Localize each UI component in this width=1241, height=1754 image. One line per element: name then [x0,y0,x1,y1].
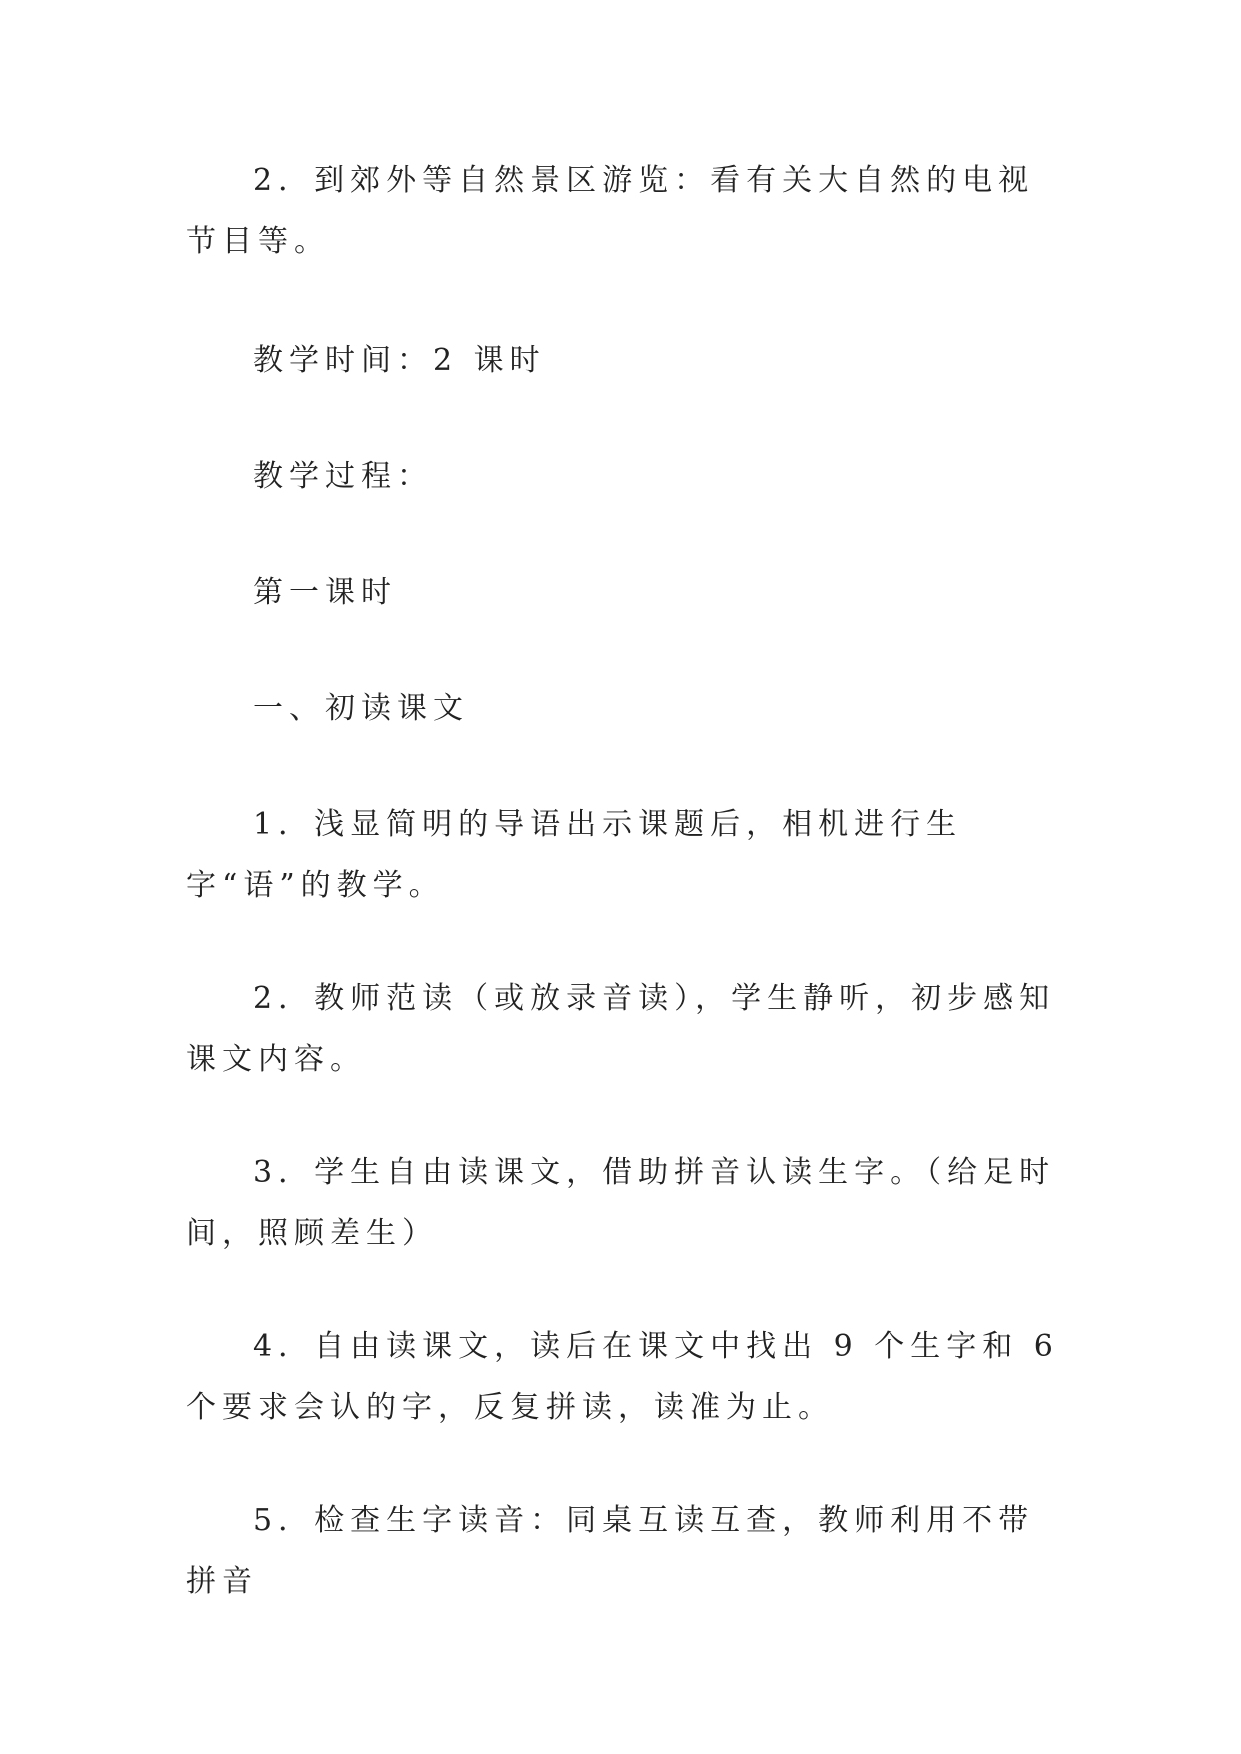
paragraph-teaching-time: 教学时间：2 课时 [253,343,546,378]
paragraph-section-one-heading: 一、初读课文 [253,691,469,726]
paragraph-step-1: 1．浅显简明的导语出示课题后，相机进行生字“语”的教学。 [186,807,963,903]
paragraph-first-lesson-heading: 第一课时 [253,575,397,610]
paragraph-teaching-process-heading: 教学过程： [253,459,433,494]
paragraph-field-trip: 2．到郊外等自然景区游览：看有关大自然的电视节目等。 [186,163,1035,259]
paragraph-step-2: 2．教师范读（或放录音读），学生静听，初步感知课文内容。 [186,981,1056,1077]
paragraph-step-3: 3．学生自由读课文，借助拼音认读生字。（给足时间，照顾差生） [186,1155,1056,1251]
paragraph-step-4: 4．自由读课文，读后在课文中找出 9 个生字和 6 个要求会认的字，反复拼读，读准为止。 [186,1329,1075,1425]
paragraph-step-5: 5．检查生字读音：同桌互读互查，教师利用不带拼音 [186,1503,1035,1599]
